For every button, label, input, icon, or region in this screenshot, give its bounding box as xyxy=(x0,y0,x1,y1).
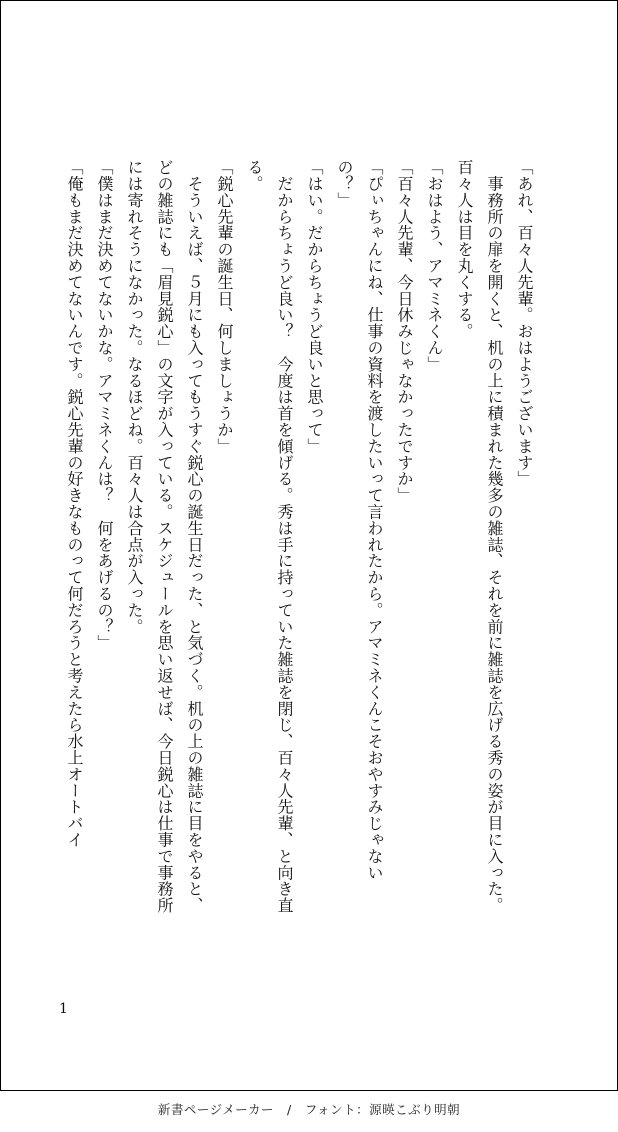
text-line: 「ぴぃちゃんにね、仕事の資料を渡したいって言われたから。アマミネくんこそおやすみじゃないの？」 xyxy=(335,159,384,881)
text-line: そういえば、５月にも入ってもうすぐ鋭心の誕生日だった、と気づく。机の上の雑誌に目をやると、どの雑誌にも「眉見鋭心」の文字が入っている。スケジュールを思い返せば、今日鋭心は仕事で事務所には寄れそうになかった。なるほどね。百々人は合点が入った。 xyxy=(125,159,204,914)
text-line: 事務所の扉を開くと、机の上に積まれた幾多の雑誌、それを前に雑誌を広げる秀の姿が目に入った。百々人は目を丸くする。 xyxy=(455,159,504,914)
text-line: 「おはよう、アマミネくん」 xyxy=(425,159,444,373)
text-line: 「僕はまだ決めてないかな。アマミネくんは？ 何をあげるの？」 xyxy=(95,159,114,651)
text-line: 「あれ、百々人先輩。おはようございます」 xyxy=(515,159,534,487)
footer-credit: 新書ページメーカー / フォント：源暎こぶり明朝 xyxy=(157,1102,461,1117)
text-line: 「百々人先輩、今日休みじゃなかったですか」 xyxy=(395,159,414,504)
page-number: 1 xyxy=(59,1001,68,1017)
vertical-text-body xyxy=(59,159,539,919)
text-line: 「俺もまだ決めてないんです。鋭心先輩の好きなものって何だろうと考えたら水上オートバイ xyxy=(65,159,84,848)
text-line: 「はい。だからちょうど良いと思って」 xyxy=(305,159,324,455)
text-line: だからちょうど良い？ 今度は首を傾げる。秀は手に持っていた雑誌を閉じ、百々人先輩、と向き直る。 xyxy=(245,159,294,914)
text-line: 「鋭心先輩の誕生日、何しましょうか」 xyxy=(215,159,234,455)
